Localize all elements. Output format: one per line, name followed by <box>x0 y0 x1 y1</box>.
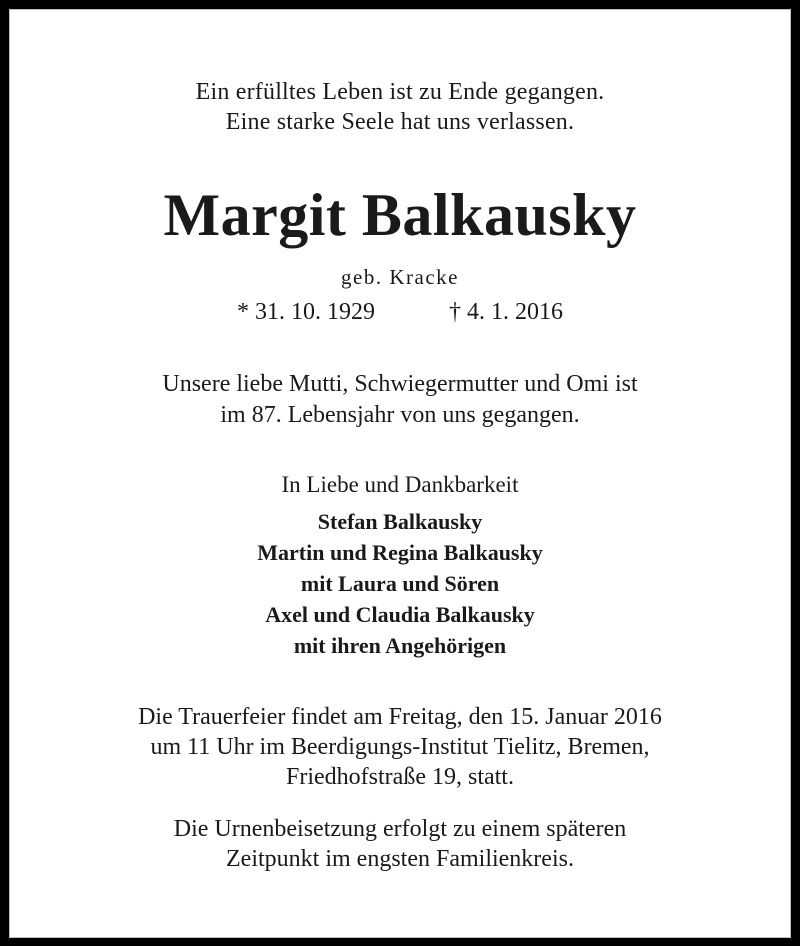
death-date: † 4. 1. 2016 <box>449 299 563 325</box>
service-info-line-1: Die Trauerfeier findet am Freitag, den 15. Januar 2016 <box>138 704 662 730</box>
mourner-line: mit ihren Angehörigen <box>293 633 507 658</box>
mourner-line: Stefan Balkausky <box>317 509 483 534</box>
thanks-line: In Liebe und Dankbarkeit <box>281 472 519 497</box>
deceased-name: Margit Balkausky <box>163 182 637 248</box>
burial-info-line-2: Zeitpunkt im engsten Familienkreis. <box>226 846 574 872</box>
life-dates <box>9 299 791 326</box>
intro-line-1: Ein erfülltes Leben ist zu Ende gegangen. <box>195 79 605 105</box>
service-info-line-3: Friedhofstraße 19, statt. <box>286 764 514 790</box>
mourner-line: Axel und Claudia Balkausky <box>265 602 535 627</box>
birth-name: geb. Kracke <box>341 265 459 289</box>
mourner-line: Martin und Regina Balkausky <box>257 540 543 565</box>
tribute-line-2: im 87. Lebensjahr von uns gegangen. <box>220 402 580 428</box>
mourner-line: mit Laura und Sören <box>300 571 500 596</box>
tribute-line-1: Unsere liebe Mutti, Schwiegermutter und Omi ist <box>162 371 638 397</box>
burial-info-line-1: Die Urnenbeisetzung erfolgt zu einem späteren <box>173 816 627 842</box>
intro-line-2: Eine starke Seele hat uns verlassen. <box>225 109 575 135</box>
obituary-notice <box>9 9 791 938</box>
service-info-line-2: um 11 Uhr im Beerdigungs-Institut Tielitz, Bremen, <box>150 734 650 760</box>
birth-date: * 31. 10. 1929 <box>237 299 375 325</box>
